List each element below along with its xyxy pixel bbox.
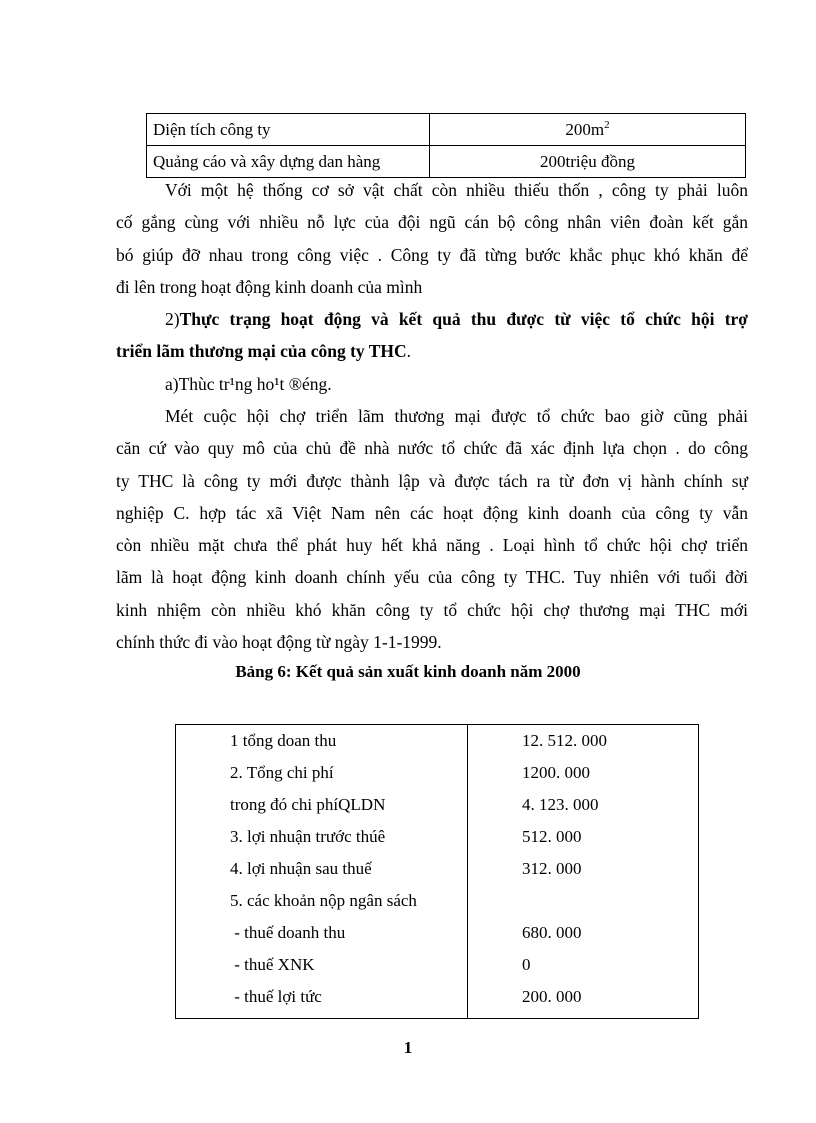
superscript: 2 — [604, 119, 610, 131]
row-label: 4. lợi nhuận sau thuế — [230, 859, 372, 878]
table-row — [176, 789, 698, 821]
row-value: 12. 512. 000 — [522, 731, 607, 750]
paragraph-status — [116, 400, 748, 658]
text-line: lãm là hoạt động kinh doanh chính yếu của công ty THC. Tuy nhiên với tuổi đời — [116, 567, 748, 588]
row-value: 0 — [522, 955, 531, 974]
row-label: 3. lợi nhuận trước thúê — [230, 827, 386, 846]
table-row — [176, 949, 698, 981]
section-title: Thực trạng hoạt động và kết quả thu được từ việc tổ chức hội trợ — [179, 309, 748, 329]
row-label: - thuế XNK — [230, 955, 315, 974]
text-line: chính thức đi vào hoạt động từ ngày 1-1-1999. — [116, 632, 442, 653]
row-value: 200. 000 — [522, 987, 582, 1006]
text-line: Với một hệ thống cơ sở vật chất còn nhiều thiếu thốn , công ty phải luôn — [165, 180, 748, 200]
table-row — [147, 146, 746, 178]
row-label: 2. Tổng chi phí — [230, 763, 334, 782]
row-value: 680. 000 — [522, 923, 582, 942]
table-row — [176, 981, 698, 1013]
text-line: bó giúp đỡ nhau trong công việc . Công ty đã từng bước khắc phục khó khăn để — [116, 244, 748, 265]
table-cell-value: 200triệu đồng — [430, 146, 746, 178]
row-label: 5. các khoản nộp ngân sách — [230, 891, 417, 910]
text-line: đi lên trong hoạt động kinh doanh của mình — [116, 276, 423, 297]
text-line: căn cứ vào quy mô của chủ đề nhà nước tổ chức đã xác định lựa chọn . do công — [116, 438, 748, 459]
table-row — [176, 917, 698, 949]
text-line: a)Thùc tr¹ng ho¹t ®éng. — [165, 374, 332, 394]
row-value: 4. 123. 000 — [522, 795, 599, 814]
table-row — [176, 853, 698, 885]
table-row — [176, 885, 698, 917]
table-caption: Bảng 6: Kết quả sản xuất kinh doanh năm 2000 — [235, 662, 581, 681]
row-label: 1 tổng doan thu — [230, 731, 337, 750]
page-number: 1 — [403, 1038, 413, 1057]
table-cell-value: $200m^2$ — [430, 114, 746, 146]
results-table — [175, 724, 699, 1019]
company-info-table — [146, 113, 746, 178]
section-number: 2) — [165, 309, 180, 329]
text-line: nghiệp C. hợp tác xã Việt Nam nên các hoạt động kinh doanh của công ty vẫn — [116, 502, 748, 523]
table-cell-label: Quảng cáo và xây dựng dan hàng — [147, 146, 430, 178]
table-row — [147, 114, 746, 146]
table-row — [176, 757, 698, 789]
row-label: trong đó chi phíQLDN — [230, 795, 386, 814]
subsection-heading — [116, 368, 748, 400]
paragraph-facilities — [116, 174, 748, 303]
text-line: còn nhiều mặt chưa thể phát huy hết khả năng . Loại hình tổ chức hội chợ triển — [116, 535, 748, 556]
section-heading: 2)Thực trạng hoạt động và kết quả thu được từ việc tổ chức hội trợ triển lãm thương mại của công ty THC. — [116, 309, 748, 362]
text-line: Mét cuộc hội chợ triển lãm thương mại được tổ chức bao giờ cũng phải — [165, 406, 748, 426]
row-value: 312. 000 — [522, 859, 582, 878]
row-value: 1200. 000 — [522, 763, 590, 782]
text-line: kinh nhiệm còn nhiều khó khăn công ty tổ chức hội chợ thương mại THC mới — [116, 599, 748, 620]
section-title-cont: triển lãm thương mại của công ty THC — [116, 341, 407, 362]
row-label: - thuế doanh thu — [230, 923, 346, 942]
row-label: - thuế lợi tức — [230, 987, 322, 1006]
text-line: cố gắng cùng với nhiều nỗ lực của đội ngũ cán bộ công nhân viên đoàn kết gắn — [116, 212, 748, 233]
row-value: 512. 000 — [522, 827, 582, 846]
table-cell-label: Diện tích công ty — [147, 114, 430, 146]
text-line: ty THC là công ty mới được thành lập và được tách ra từ đơn vị hành chính sự — [116, 470, 748, 491]
table-row — [176, 821, 698, 853]
table-row — [176, 725, 698, 757]
